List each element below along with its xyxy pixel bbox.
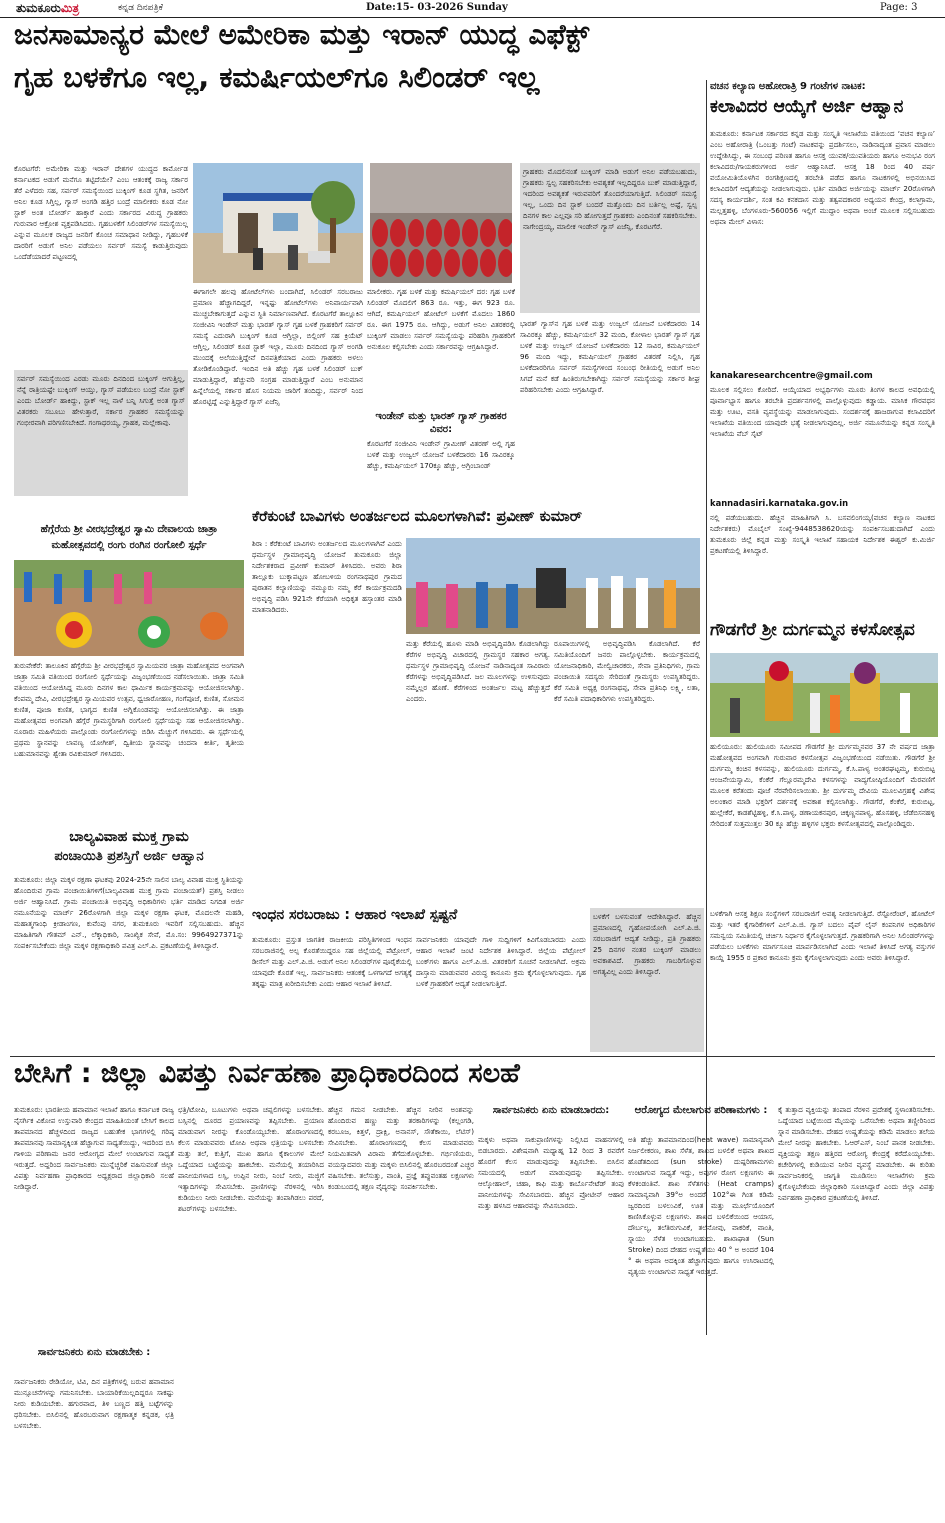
indhana-headline: ಇಂಧನ ಸರಬರಾಜು : ಆಹಾರ ಇಲಾಖೆ ಸ್ಪಷ್ಟನೆ (252, 908, 458, 923)
side-mid-headline: ಗೌಡಗೆರೆ ಶ್ರೀ ದುರ್ಗಮ್ಮನ ಕಳಸೋತ್ಸವ (710, 622, 915, 640)
side-bottom-body: ಬಳಕೆಗಾಗಿ ಆಸಕ್ತ ಶಿಕ್ಷಣ ಸಂಸ್ಥೆಗಳಿಗೆ ಸರಬರಾಜಿಗೆ ಅವಶ್ಯ ನೀಡಲಾಗುತ್ತಿದೆ. ರೆಸ್ಟೋರೆಂಟ್, ಹೋಟೆಲ್ ಮತ್ತು ಇತರೆ ಕೈಗಾರಿಕೆಗಳಿಗೆ ಎಲ್.ಪಿ.ಜಿ. ಗ್ಯಾಸ್ ಬದಲು ಪೈಪ್ ಲೈನ್ ಕಂಪನಿಗಳ ಅಧಿಕಾರಿಗಳ ಸಮನ್ವಯ ಸಮಿತಿಯಲ್ಲಿ ಚರ್ಚಿಸಿ ನಿರ್ಧಾರ ಕೈಗೊಳ್ಳಲಾಗುತ್ತದೆ. ಗ್ರಾಹಕರಿಗಾಗಿ ಅನಿಲ ಸಿಲಿಂಡರ್‌ಗಳನ್ನು ಪಡೆಯಲು ಬಳಕೆಗಳು ಮಾರ್ಗಸೂಚಿ ಮಾರ್ಪಡಿಸಲಾಗಿದೆ ಎಂದು ಇಲಾಖೆ ತಿಳಿಸಿದೆ ಅಗತ್ಯ ವಸ್ತುಗಳ ಕಾಯ್ದೆ 1955 ರ ಪ್ರಕಾರ ಕಾನೂನು ಕ್ರಮ ಕೈಗೊಳ್ಳಲಾಗುವುದು ಎಂದು ಅವರು ತಿಳಿಸಿದ್ದಾರೆ. (710, 909, 935, 962)
masthead (0, 0, 945, 18)
kalasotsava-photo (710, 653, 938, 737)
research-centre-email: kanakaresearchcentre@gmail.com (710, 370, 873, 380)
lead-headline-2: ಗೃಹ ಬಳಕೆಗೂ ಇಲ್ಲ, ಕಮರ್ಷಿಯಲ್‌ಗೂ ಸಿಲಿಂಡರ್ ಇಲ್ಲ (14, 62, 540, 94)
kere-col-2: ಮತ್ತು ಕೆರೆಯಲ್ಲಿ ಹೂಳು ಮಾಡಿ ಅಭಿವೃದ್ಧಿಪಡಿಸಿ ಕೊಡಲಾಗಿದ್ದು ಕೆರೆಗಳ ಅಭಿವೃದ್ಧಿ ವಿಚಾರದಲ್ಲಿ ಗ್ರಾಮಸ್ಥರ ಸಹಕಾರ ಅಗತ್ಯ. ಧರ್ಮಸ್ಥಳ ಗ್ರಾಮಾಭಿವೃದ್ಧಿ ಯೋಜನೆ ನಾಡಿನಾದ್ಯಂತ ಸಾವಿರಾರು ಕೆರೆಗಳನ್ನು ಅಭಿವೃದ್ಧಿಪಡಿಸಿದೆ. ಜಲ ಮೂಲಗಳನ್ನು ಉಳಿಸುವುದು ನಮ್ಮೆಲ್ಲರ ಹೊಣೆ. ಕೆರೆಗಳಿಂದ ಅಂತರ್ಜಲ ಮಟ್ಟ ಹೆಚ್ಚುತ್ತದೆ ಎಂದರು. (406, 639, 550, 703)
besige-dont-subhead: ಸಾರ್ವಜನಿಕರು ಏನು ಮಾಡಬಾರದು: (492, 1105, 610, 1116)
cylinder-stack-photo (370, 163, 512, 283)
kalyani-handover-photo (406, 538, 700, 634)
lead-dealer-quote-box: ಗ್ರಾಹಕರು ಮೊದಲಿನಂತೆ ಬುಕ್ಕಿಂಗ್ ಮಾಡಿ ಅಡುಗೆ ಅನಿಲ ಪಡೆಯಬಹುದು, ಗ್ರಾಹಕರು ಸ್ವಲ್ಪ ಸಹಕರಿಸಬೇಕು ಅವಶ್ಯಕತೆ ಇಲ್ಲದಿದ್ದರೂ ಬುಕ್ ಮಾಡುತ್ತಿದ್ದಾರೆ, ಇದರಿಂದ ಅವಶ್ಯಕತೆ ಇರುವವರಿಗೆ ತೊಂದರೆಯಾಗುತ್ತಿದೆ. ಸಿಲಿಂಡರ್ ಸಮಸ್ಯೆ ಇಲ್ಲ, ಒಂದು ದಿನ ಸ್ಟಾಕ್ ಬಂದರೆ ಮತ್ತೊಂದು ದಿನ ಬರ್ತಿಲ್ಲ ಅಷ್ಟೆ, ಸ್ವಲ್ಪ ದಿನಗಳ ಕಾಲ ಎಲ್ಲವೂ ಸರಿ ಹೋಗುತ್ತದೆ ಗ್ರಾಹಕರು ಎಂದಿನಂತೆ ಸಹಕರಿಸಬೇಕು. ನಾಗೇಂದ್ರಯ್ಯ, ಮಾಲೀಕ ಇಂಡೇನ್ ಗ್ಯಾಸ್ ಏಜೆನ್ಸಿ, ಕೊರಟಗೆರೆ. (520, 163, 700, 313)
besige-do-subhead: ಸಾರ್ವಜನಿಕರು ಏನು ಮಾಡಬೇಕು : (37, 1347, 151, 1358)
indhana-col-3: ಬಳಕೆಗೆ ಬಳಸುವಂತೆ ಆದೇಶಿಸಿದ್ದಾರೆ. ಹೆಚ್ಚಿನ ಪ್ರಮಾಣದಲ್ಲಿ ಗೃಹೋಪಯೋಗಿ ಎಲ್.ಪಿ.ಜಿ. ಸರಬರಾಜಿಗೆ ಆದ್ಯತೆ ನೀಡಿದ್ದು, ಪ್ರತಿ ಗ್ರಾಹಕರು 25 ದಿನಗಳ ನಂತರ ಬುಕ್ಕಿಂಗ್ ಮಾಡಲು ಅವಕಾಶವಿದೆ. ಗ್ರಾಹಕರು ಗಾಬರಿಗೊಳ್ಳುವ ಅಗತ್ಯವಿಲ್ಲ ಎಂದು ತಿಳಿಸಿದ್ದಾರೆ. (590, 908, 704, 1052)
side-mid-body: ಹುಲಿಯೂರು: ಹುಲಿಯೂರು ಸಮೀಪದ ಗೌಡಗೆರೆ ಶ್ರೀ ದುರ್ಗಮ್ಮನವರ 37 ನೇ ವರ್ಷದ ಜಾತ್ರಾ ಮಹೋತ್ಸವದ ಅಂಗವಾಗಿ ಗುರುವಾರ ಕಳಸೋತ್ಸವ ವಿಜೃಂಭಣೆಯಿಂದ ನಡೆಯಿತು. ಗೌಡಗೆರೆ ಶ್ರೀ ದುರ್ಗಮ್ಮ ಕಂಚಿನ ಕಳಸವನ್ನು, ಹುಲಿಯೂರು ದುರ್ಗಮ್ಮ, ಕೆ.ಸಿ.ಪಾಳ್ಯ ಅಂತರಘಟ್ಟಮ್ಮ, ಕುರುಬಿಟ್ಟ ಆಂಜನೇಯಸ್ವಾಮಿ, ಕೆಂಕೆರೆ ಗೆಲ್ಲೂರಮ್ಮದೇವಿ ಕಳಸಗಳನ್ನು ವಾದ್ಯಗೋಷ್ಠಿಯೊಂದಿಗೆ ಮೆರವಣಿಗೆ ಮೂಲಕ ಕರೆತಂದು ಪೂಜೆ ನೆರವೇರಿಸಲಾಯಿತು. ಶ್ರೀ ದುರ್ಗಮ್ಮ ದೇವಿಯ ಮೂಲವಿಗ್ರಹಕ್ಕೆ ವಿಶೇಷ ಅಲಂಕಾರ ಮಾಡಿ ಭಕ್ತರಿಗೆ ದರ್ಶನಕ್ಕೆ ಅವಕಾಶ ಕಲ್ಪಿಸಲಾಗಿತ್ತು. ಗೌಡಗೆರೆ, ಕೆಂಕೆರೆ, ಕುರುಬಿಟ್ಟ, ಹುಲ್ಲೇಕೆರೆ, ಕಾಡಶೆಟ್ಟಿಹಳ್ಳಿ, ಕೆ.ಸಿ.ಪಾಳ್ಯ, ಡಣಾಯಕನಪುರ, ಚಿಕ್ಕಣ್ಣನಪಾಳ್ಯ, ಹೊಸಹಳ್ಳಿ, ಜೆಡೆಬಿಸನಹಳ್ಳಿ ಸೇರಿದಂತೆ ಸುತ್ತಮುತ್ತಲ 30 ಕ್ಕೂ ಹೆಚ್ಚು ಹಳ್ಳಿಗಳ ಭಕ್ತರು ಕಳಸೋತ್ಸವದಲ್ಲಿ ಪಾಲ್ಗೊಂಡಿದ್ದರು. (710, 742, 935, 828)
kere-col-1: ಶಿರಾ : ಕೆರೆಕುಂಟೆ ಬಾವಿಗಳು ಅಂತರ್ಜಲದ ಮೂಲಗಳಾಗಿವೆ ಎಂದು ಧರ್ಮಸ್ಥಳ ಗ್ರಾಮಾಭಿವೃದ್ಧಿ ಯೋಜನೆ ತುಮಕೂರು ಜಿಲ್ಲಾ ನಿರ್ದೇಶಕರಾದ ಪ್ರವೀಣ್ ಕುಮಾರ್ ತಿಳಿಸಿದರು. ಅವರು ಶಿರಾ ತಾಲ್ಲೂಕು ಬುಕ್ಕಾಪಟ್ಟಣ ಹೋಬಳಿಯ ರಂಗನಾಥಪುರ ಗ್ರಾಮದ ಪುರಾತನ ಕಲ್ಯಾಣಿಯನ್ನು ನಮ್ಮೂರು ನಮ್ಮ ಕೆರೆ ಕಾರ್ಯಕ್ರಮದಡಿ ಅಭಿವೃದ್ಧಿ ಪಡಿಸಿ 921ನೇ ಕೆರೆಯಾಗಿ ಅಧಿಕೃತ ಹಸ್ತಾಂತರ ಮಾಡಿ ಮಾತನಾಡಿದರು. (252, 539, 402, 614)
balya-headline-1: ಬಾಲ್ಯವಿವಾಹ ಮುಕ್ತ ಗ್ರಾಮ (69, 830, 189, 845)
issue-date: Date:15- 03-2026 Sunday (366, 2, 508, 13)
tagline: ಕನ್ನಡ ದಿನಪತ್ರಿಕೆ (118, 3, 164, 13)
besige-col-3: ಹೆಚ್ಚಿನ ಗಮನ ನೀಡಬೇಕು. ಹೆಚ್ಚಿನ ನೀರಿನ ಅಂಶವನ್ನು ಹೊಂದಿರುವ ಹಣ್ಣು ಮತ್ತು ತರಕಾರಿಗಳನ್ನು (ಕಲ್ಲಂಗಡಿ, ಕರಬೂಜ, ಕಿತ್ತಳೆ, ದ್ರಾಕ್ಷಿ, ಅನಾನಸ್, ಸೌತೆಕಾಯಿ, ಲೆಟಿಸ್) ಸೇವಿಸಬೇಕು. ಹೊರಾಂಗಣದಲ್ಲಿ ಕೆಲಸ ಮಾಡುವವರು ನಿಯಮಿತವಾಗಿ ವಿರಾಮ ತೆಗೆದುಕೊಳ್ಳಬೇಕು. ಗರ್ಭಿಣಿಯರು, ವಯಸ್ಸಾದವರು ಮತ್ತು ಮಕ್ಕಳು ಬಿಸಿಲಿನಲ್ಲಿ ಹೊರಬರದಂತೆ ಎಚ್ಚರ ವಹಿಸಬೇಕು. ತಲೆಸುತ್ತು, ವಾಂತಿ, ಪ್ರಜ್ಞೆ ತಪ್ಪುವಂತಹ ಲಕ್ಷಣಗಳು ಕಂಡುಬಂದಲ್ಲಿ ತಕ್ಷಣ ವೈದ್ಯರನ್ನು ಸಂಪರ್ಕಿಸಬೇಕು. (328, 1105, 474, 1191)
rangoli-headline: ಹೆಗ್ಗೆರೆಯ ಶ್ರೀ ವೀರಭದ್ರೇಶ್ವರ ಸ್ವಾಮಿ ದೇವಾಲಯ ಜಾತ್ರಾ ಮಹೋತ್ಸವದಲ್ಲಿ ರಂಗು ರಂಗಿನ ರಂಗೋಲಿ ಸ್ಪರ್ಧೆ (40, 524, 218, 551)
gas-agency-photo (193, 163, 363, 283)
side-top-headline: ಕಲಾವಿದರ ಆಯ್ಕೆಗೆ ಅರ್ಜಿ ಆಹ್ವಾನ (710, 98, 904, 117)
balya-body: ತುಮಕೂರು: ಜಿಲ್ಲಾ ಮಕ್ಕಳ ರಕ್ಷಣಾ ಘಟಕವು 2024-25ನೇ ಸಾಲಿನ ಬಾಲ್ಯ ವಿವಾಹ ಮುಕ್ತ ಸ್ಥಿತಿಯನ್ನು ಹೊಂದಿರುವ ಗ್ರಾಮ ಪಂಚಾಯಿತಿಗಳಿಗೆ(ಬಾಲ್ಯವಿವಾಹ ಮುಕ್ತ ಗ್ರಾಮ ಪಂಚಾಯತ್) ಪ್ರಶಸ್ತಿ ನೀಡಲು ಅರ್ಜಿ ಆಹ್ವಾನಿಸಿದೆ. ಗ್ರಾಮ ಪಂಚಾಯಿತಿ ಅಭಿವೃದ್ಧಿ ಅಧಿಕಾರಿಗಳು ಭರ್ತಿ ಮಾಡಿದ ನಿಗದಿತ ಅರ್ಜಿ ನಮೂನೆಯನ್ನು ಮಾರ್ಚ್ 26ರೊಳಗಾಗಿ ಜಿಲ್ಲಾ ಮಕ್ಕಳ ರಕ್ಷಣಾ ಘಟಕ, ಮೊದಲನೇ ಮಹಡಿ, ಮಹಾತ್ಮಗಾಂಧಿ ಕ್ರೀಡಾಂಗಣ, ಕುವೆಂಪು ನಗರ, ತುಮಕೂರು ಇವರಿಗೆ ಸಲ್ಲಿಸಬಹುದು. ಹೆಚ್ಚಿನ ಮಾಹಿತಿಗಾಗಿ ಗೌತಮ್ ಎನ್., ಲೆಕ್ಕಾಧಿಕಾರಿ, ಸಾಂಖ್ಯಿಕ ಸೇವೆ, ಮೊ.ಸಂ: 9964927371ನ್ನು ಸಂಪರ್ಕಿಸಬೇಕೆಂದು ಜಿಲ್ಲಾ ಮಕ್ಕಳ ರಕ್ಷಣಾಧಿಕಾರಿ ಪವಿತ್ರ ಎಲ್.ಪಿ. ಪ್ರಕಟಣೆಯಲ್ಲಿ ತಿಳಿಸಿದ್ದಾರೆ. (14, 875, 244, 950)
page-number: Page: 3 (880, 2, 918, 13)
lead-col-2: ಈಗಾಗಲೇ ಹಲವು ಹೋಟೆಲ್‌ಗಳು ಬಂದಾಗಿದೆ, ಸಿಲಿಂಡರ್ ಸರಬರಾಜು ಪ್ರಮಾಣ ಹೆಚ್ಚಾಗದಿದ್ದರೆ, ಇನ್ನಷ್ಟು ಹೋಟೆಲ್‌ಗಳು ಅನಿವಾರ್ಯವಾಗಿ ಮುಚ್ಚಬೇಕಾಗುತ್ತದೆ ಎನ್ನುವ ಸ್ಥಿತಿ ನಿರ್ಮಾಣವಾಗಿದೆ. ಕೊರಟಗೆರೆ ತಾಲ್ಲೂಕಿನ ಸಂಜೀವಿನಿ ಇಂಡೇನ್ ಮತ್ತು ಭಾರತ್ ಗ್ಯಾಸ್ ಗೃಹ ಬಳಕೆ ಗ್ರಾಹಕರಿಗೆ ಸರ್ವರ್ ಸಮಸ್ಯೆ ಎದುರಾಗಿ ಬುಕ್ಕಿಂಗ್ ಕೂಡ ಆಗ್ತಿಲ್ಲಾ, ಬಿಲ್ಲಿಂಗ್ ಸಹ ಕ್ರಿಯೆಟ್ ಆಗ್ತಿಲ್ಲ, ಸಿಲಿಂಡರ್ ಕೂಡ ಸ್ಟಾಕ್ ಇಲ್ಲಾ, ಮೂರು ದಿನದಿಂದ ಗ್ಯಾಸ್ ಅಂಗಡಿ ಮುಂದಕ್ಕೆ ಅಲೆಯುತ್ತಿದ್ದೇವೆ ದಿನಪತ್ರಿಕೆಯಾದ ಎಂದು ಗ್ರಾಹಕರು ಅಳಲು ತೋಡಿಕೊಂಡಿದ್ದಾರೆ. ಇಂದಿನ ಅತಿ ಹೆಚ್ಚು ಗೃಹ ಬಳಕೆ ಸಿಲಿಂಡರ್ ಬುಕ್ ಮಾಡುತ್ತಿದ್ದಾರೆ, ಹೆಚ್ಚುವರಿ ಸಂಗ್ರಹ ಮಾಡುತ್ತಿದ್ದಾರೆ ಎಂಬ ಅನುಮಾನ ಹಿನ್ನೆಲೆಯಲ್ಲಿ ಸರ್ಕಾರ ಹೊಸ ನಿಯಮ ಜಾರಿಗೆ ತಂದಿದ್ದು, ಸರ್ವರ್ ನಿಂದ ಹೊರಟ್ಟಿದ್ದೆ ಎನ್ನುತ್ತಿದ್ದಾರೆ ಗ್ಯಾಸ್ ಏಜೆನ್ಸಿ (193, 287, 363, 406)
besige-col-2: ಛತ್ರಿ/ಟೋಪಿ, ಬೂಟುಗಳು ಅಥವಾ ಚಪ್ಪಲಿಗಳನ್ನು ಬಳಸಬೇಕು. ಬಸ್ಸಿನಲ್ಲಿ ದೂರದ ಪ್ರಯಾಣವನ್ನು ತಪ್ಪಿಸಬೇಕು. ಪ್ರಯಾಣ ಮಾಡುವಾಗ ನೀರನ್ನು ಕೊಂಡೊಯ್ಯಬೇಕು. ಹೊರಾಂಗಣದಲ್ಲಿ ಕೆಲಸ ಮಾಡುವವರು ಟೋಪಿ ಅಥವಾ ಛತ್ರಿಯನ್ನು ಬಳಸಬೇಕು ಮತ್ತು ತಲೆ, ಕುತ್ತಿಗೆ, ಮುಖ ಹಾಗೂ ಕೈಕಾಲುಗಳ ಮೇಲೆ ಒದ್ದೆಯಾದ ಬಟ್ಟೆಯನ್ನು ಹಾಕಬೇಕು. ಮನೆಯಲ್ಲಿ ತಯಾರಿಸಿದ ಪಾನೀಯಗಳಾದ ಲಸ್ಸಿ, ಉಪ್ಪಿನ ನೀರು, ನಿಂಬೆ ನೀರು, ಮಜ್ಜಿಗೆ ಇತ್ಯಾದಿಗಳನ್ನು ಸೇವಿಸಬೇಕು. ಪ್ರಾಣಿಗಳನ್ನು ನೆರಳಿನಲ್ಲಿ ಇರಿಸಿ ಕುಡಿಯಲು ನೀರು ನೀಡಬೇಕು. ಮನೆಯನ್ನು ತಂಪಾಗಿಡಲು ಪರದೆ, ಶಟರ್‌ಗಳನ್ನು ಬಳಸಬೇಕು. (178, 1105, 324, 1213)
section-divider (10, 1056, 935, 1057)
kere-col-3: ರೂಪಾಯಿಗಳಲ್ಲಿ ಅಭಿವೃದ್ಧಿಪಡಿಸಿ ಕೊಡಲಾಗಿದೆ. ಕೆರೆ ಸಮಿತಿಯೊಂದಿಗೆ ಜನರು ಪಾಲ್ಗೊಳ್ಳಬೇಕು. ಕಾರ್ಯಕ್ರಮದಲ್ಲಿ ಯೋಜನಾಧಿಕಾರಿ, ಮೇಲ್ವಿಚಾರಕರು, ಸೇವಾ ಪ್ರತಿನಿಧಿಗಳು, ಗ್ರಾಮ ಪಂಚಾಯಿತಿ ಸದಸ್ಯರು ಸೇರಿದಂತೆ ಗ್ರಾಮಸ್ಥರು ಉಪಸ್ಥಿತರಿದ್ದರು. ಕೆರೆ ಸಮಿತಿ ಅಧ್ಯಕ್ಷ ರಂಗನಾಥಪ್ಪ, ಸೇವಾ ಪ್ರತಿನಿಧಿ ಲಕ್ಷ್ಮಿ, ಲತಾ, ಕೆರೆ ಸಮಿತಿ ಪದಾಧಿಕಾರಿಗಳು ಉಪಸ್ಥಿತರಿದ್ದರು. (554, 639, 700, 703)
lead-col-3a: ಮಾಲೀಕರು. ಗೃಹ ಬಳಕೆ ಮತ್ತು ಕಮರ್ಷಿಯಲ್ ದರ: ಗೃಹ ಬಳಕೆ ಸಿಲಿಂಡರ್ ಮೊದಲಿಗೆ 863 ರೂ. ಇತ್ತು, ಈಗ 923 ರೂ. ಆಗಿದೆ, ಕಮರ್ಷಿಯಲ್ ಹೋಟೆಲ್ ಬಳಕೆಗೆ ಮೊದಲು 1860 ರೂ. ಈಗ 1975 ರೂ. ಆಗಿದ್ದು, ಅಡುಗೆ ಅನಿಲ ವಿತರಕರಲ್ಲಿ ಬುಕ್ಕಿಂಗ್ ಮಾಡಲು ಸರ್ವರ್ ಸಮಸ್ಯೆಯನ್ನು ಪರಿಹರಿಸಿ ಗ್ರಾಹಕರಿಗೆ ಅನುಕೂಲ ಕಲ್ಪಿಸಬೇಕು ಎಂದು ಸರ್ಕಾರವನ್ನು ಆಗ್ರಹಿಸಿದ್ದಾರೆ. (367, 287, 515, 351)
lead-col-1: ಕೊರಟಗೆರೆ: ಅಮೇರಿಕಾ ಮತ್ತು ಇರಾನ್ ದೇಶಗಳ ಯುದ್ಧದ ಕಾರ್ಮೋಡ ಕರ್ನಾಟಕದ ಅಡುಗೆ ಮನೆಗೂ ತಟ್ಟಿದೆಯೇ? ಎಂಬ ಆತಂಕಕ್ಕೆ ರಾಜ್ಯ ಸರ್ಕಾರ ತೆರೆ ಎಳೆದರು ಸಹ, ಸರ್ವರ್ ಸಮಸ್ಯೆಯಿಂದ ಬುಕ್ಕಿಂಗ್ ಕೂಡ ಸ್ಥಗಿತ, ಜನರಿಗೆ ಅನಿಲ ಕೂಡ ಸಿಗ್ತಿಲ್ಲ, ಗ್ಯಾಸ್ ಅಂಗಡಿ ಹತ್ತಿರ ಬಂದ್ರೆ ಮಾಲೀಕರು ಕೂಡ ನೋ ಸ್ಟಾಕ್ ಅಂತ ಬೋರ್ಡ್ ಹಾಕ್ತಾರೆ ಎಂದು ಸರ್ಕಾರದ ವಿರುದ್ಧ ಗ್ರಾಹಕರು ಗುರುವಾರ ಆಕ್ರೋಶ ವ್ಯಕ್ತಪಡಿಸಿದರು. ಗೃಹಬಳಕೆಗೆ ಸಿಲಿಂಡರ್‌ಗಳ ಸಮಸ್ಯೆಯಿಲ್ಲ ಎನ್ನುವ ಮೂಲಕ ರಾಜ್ಯದ ಜನರಿಗೆ ಕೊಂಚ ಸಮಾಧಾನ ನೀಡಿದ್ದು, ಗೃಹಬಳಕೆ ದಾರರಿಗೆ ಅಡುಗೆ ಅನಿಲ ಪಡೆಯಲು ಸರ್ವರ್ ಸಮಸ್ಯೆ ಕಾಡುತ್ತಿರುವುದು ಒಂದೆಡೆಯಾದರೆ ಪಟ್ಟಣದಲ್ಲಿ (14, 164, 188, 261)
gas-customer-subhead: ಇಂಡೇನ್ ಮತ್ತು ಭಾರತ್ ಗ್ಯಾಸ್ ಗ್ರಾಹಕರ ವಿವರ: (375, 411, 507, 435)
lead-headline-1: ಜನಸಾಮಾನ್ಯರ ಮೇಲೆ ಅಮೇರಿಕಾ ಮತ್ತು ಇರಾನ್ ಯುದ್ಧ ಎಫೆಕ್ಟ್ (14, 20, 590, 51)
indhana-col-2: ಸಾರ್ವಜನಿಕರು ಯಾವುದೇ ಗಾಳಿ ಸುದ್ದಿಗಳಿಗೆ ಕಿವಿಗೊಡಬಾರದು ಎಂದು ಆಹಾರ ಇಲಾಖೆ ಜಂಟಿ ನಿರ್ದೇಶಕ ತಿಳಿಸಿದ್ದಾರೆ. ಜಿಲ್ಲೆಯ ಪೆಟ್ರೋಲ್ ಬಂಕ್‌ಗಳು ಹಾಗೂ ಎಲ್.ಪಿ.ಜಿ. ವಿತರಕರಿಗೆ ಸೂಚನೆ ನೀಡಲಾಗಿದೆ. ಅಕ್ರಮ ದಾಸ್ತಾನು ಮಾಡುವವರ ವಿರುದ್ಧ ಕಾನೂನು ಕ್ರಮ ಕೈಗೊಳ್ಳಲಾಗುವುದು. ಗೃಹ ಬಳಕೆ ಗ್ರಾಹಕರಿಗೆ ಆದ್ಯತೆ ನೀಡಲಾಗುತ್ತಿದೆ. (416, 935, 586, 988)
lead-col-4: ಭಾರತ್ ಗ್ಯಾಸ್‌ನ ಗೃಹ ಬಳಕೆ ಮತ್ತು ಉಜ್ವಲ್ ಯೋಜನೆ ಬಳಕೆದಾರರು 14 ಸಾವಿರಕ್ಕೂ ಹೆಚ್ಚು, ಕಮರ್ಷಿಯಲ್ 32 ಮಂದಿ, ಕೋಳಾಲ ಭಾರತ್ ಗ್ಯಾಸ್ ಗೃಹ ಬಳಕೆ ಮತ್ತು ಉಜ್ವಲ್ ಯೋಜನೆ ಬಳಕೆದಾರರು 12 ಸಾವಿರ, ಕಮರ್ಷಿಯಲ್ 96 ಮಂದಿ ಇದ್ದು, ಕಮರ್ಷಿಯಲ್ ಗ್ರಾಹಕರ ವಿತರಣೆ ನಿಲ್ಲಿಸಿ, ಗೃಹ ಬಳಕೆದಾರರಿಗೂ ಸರ್ವರ್ ಸಮಸ್ಯೆಗಳಿಂದ ಸಂಬಂಧ ರೀತಿಯಲ್ಲಿ ಅಡುಗೆ ಅನಿಲ ಸಿಗದೆ ಮನೆ ಕಡೆ ಹಿಂತಿರುಗಬೇಕಾಗಿದ್ದು ಸರ್ವರ್ ಸಮಸ್ಯೆಯನ್ನು ಸರ್ಕಾರ ಶೀಘ್ರ ಪರಿಹರಿಸಬೇಕು ಎಂದು ಆಗ್ರಹಿಸಿದ್ದಾರೆ. (520, 319, 700, 394)
lead-quote-box: ಸರ್ವರ್ ಸಮಸ್ಯೆಯಿಂದ ಎರಡು ಮೂರು ದಿನದಿಂದ ಬುಕ್ಕಿಂಗ್ ಆಗುತ್ತಿಲ್ಲ, ನೆನ್ನೆ ರಾತ್ರಿಯಷ್ಟೇ ಬುಕ್ಕಿಂಗ್ ಆಯ್ತು, ಗ್ಯಾಸ್ ಪಡೆಯಲು ಬಂದ್ರೆ ನೋ ಸ್ಟಾಕ್ ಎಂದು ಬೋರ್ಡ್ ಹಾಕಿದ್ದು, ಸ್ಟಾಕ್ ಇಲ್ಲ ನಾಳೆ ಬನ್ನಿ ಸಿಗುತ್ತೆ ಅಂತ ಗ್ಯಾಸ್ ವಿತರಕರು ಸಬೂಬು ಹೇಳುತ್ತಾರೆ, ಸರ್ಕಾರ ಗ್ರಾಹಕರ ಸಮಸ್ಯೆಯನ್ನು ಗಂಭೀರವಾಗಿ ಪರಿಗಣಿಸಬೇಕಿದೆ. ಗಂಗಾಧರಯ್ಯ, ಗ್ರಾಹಕ, ಮಲ್ಲೇಕಾವು. (14, 370, 188, 496)
side-top-body: ತುಮಕೂರು: ಕರ್ನಾಟಕ ಸರ್ಕಾರದ ಕನ್ನಡ ಮತ್ತು ಸಂಸ್ಕೃತಿ ಇಲಾಖೆಯ ವತಿಯಿಂದ ‘ವಚನ ಕಲ್ಯಾಣ’ ಎಂಬ ಅಹೋರಾತ್ರಿ (ಒಂಬತ್ತು ಗಂಟೆ) ನಾಟಕವನ್ನು ಪ್ರದರ್ಶಿಸಲು, ನಾಡಿನಾದ್ಯಂತ ಪ್ರವಾಸ ಮಾಡಲು ಉದ್ದೇಶಿಸಿದ್ದು, ಈ ಸಂಬಂಧ ಪರಿಣತ ಹಾಗೂ ಆಸಕ್ತ ಯುವಕ/ಯುವತಿಯರು ಹಾಗೂ ಅನುಭವಿ ರಂಗ ಕಲಾವಿದರು/ಗಾಯಕರುಗಳಿಂದ ಅರ್ಜಿ ಆಹ್ವಾನಿಸಿದೆ. ಆಸಕ್ತ 18 ರಿಂದ 40 ವರ್ಷ ವಯೋಮಿತಿಯೊಳಗಿನ ರಂಗಶಿಕ್ಷಣದಲ್ಲಿ ತರಬೇತಿ ಪಡೆದ ಹಾಗೂ ನಾಟಕಗಳಲ್ಲಿ ಅಭಿನಯಿಸಿದ ಕಲಾವಿದರಿಗೆ ಆದ್ಯತೆಯನ್ನು ನೀಡಲಾಗುವುದು. ಭರ್ತಿ ಮಾಡಿದ ಅರ್ಜಿಯನ್ನು ಮಾರ್ಚ್ 20ರೊಳಗಾಗಿ ಸದಸ್ಯ ಕಾರ್ಯದರ್ಶಿ, ಸಂತ ಕವಿ ಕನಕದಾಸ ಮತ್ತು ತತ್ವಪದಕಾರರ ಅಧ್ಯಯನ ಕೇಂದ್ರ, ಕಲಾಗ್ರಾಮ, ಮಲ್ಲತ್ತಹಳ್ಳಿ, ಬೆಂಗಳೂರು-560056 ಇಲ್ಲಿಗೆ ಮುದ್ದಾಂ ಅಥವಾ ಅಂಚೆ ಮೂಲಕ ಸಲ್ಲಿಸಬಹುದು ಅಥವಾ ಮೇಲ್ ವಿಳಾಸ: (710, 129, 935, 226)
balya-headline-2: ಪಂಚಾಯಿತಿ ಪ್ರಶಸ್ತಿಗೆ ಅರ್ಜಿ ಆಹ್ವಾನ (54, 850, 204, 864)
department-website: kannadasiri.karnataka.gov.in (710, 498, 849, 508)
newspaper-logo: ತುಮಕೂರುಮಿತ್ರ (16, 1, 80, 15)
side-top-body-2: ಮೂಲಕ ಸಲ್ಲಿಸಲು ಕೋರಿದೆ. ಆಯ್ಕೆಯಾದ ಅಭ್ಯರ್ಥಿಗಳು ಮೂರು ತಿಂಗಳ ಕಾಲದ ಅವಧಿಯಲ್ಲಿ ಪೂರ್ವಾಭ್ಯಾಸ ಹಾಗೂ ತರಬೇತಿ ಪ್ರದರ್ಶನಗಳಲ್ಲಿ ಪಾಲ್ಗೊಳ್ಳುವುದು ಕಡ್ಡಾಯ. ಮಾಸಿಕ ಗೌರವಧನ ಮತ್ತು ಊಟ, ವಸತಿ ವ್ಯವಸ್ಥೆಯನ್ನು ಮಾಡಲಾಗುವುದು. ಸಂದರ್ಶನಕ್ಕೆ ಹಾಜರಾಗುವ ಕಲಾವಿದರಿಗೆ ಇಲಾಖೆಯ ವತಿಯಿಂದ ಯಾವುದೇ ಭತ್ಯೆ ನೀಡಲಾಗುವುದಿಲ್ಲ. ಅರ್ಜಿ ನಮೂನೆಯನ್ನು ಕನ್ನಡ ಸಂಸ್ಕೃತಿ ಇಲಾಖೆಯ ವೆಬ್ ಸೈಟ್ (710, 385, 935, 438)
besige-headline: ಬೇಸಿಗೆ : ಜಿಲ್ಲಾ ವಿಪತ್ತು ನಿರ್ವಹಣಾ ಪ್ರಾಧಿಕಾರದಿಂದ ಸಲಹೆ (14, 1060, 520, 1089)
besige-col-6: ಕೈ ತುತ್ತಾದ ವ್ಯಕ್ತಿಯನ್ನು ತಂಪಾದ ನೆರಳಿನ ಪ್ರದೇಶಕ್ಕೆ ಸ್ಥಳಾಂತರಿಸಬೇಕು. ಒದ್ದೆಯಾದ ಬಟ್ಟೆಯಿಂದ ಮೈಯನ್ನು ಒರೆಸಬೇಕು ಅಥವಾ ತಣ್ಣೀರಿನಿಂದ ಸ್ನಾನ ಮಾಡಿಸಬೇಕು. ದೇಹದ ಉಷ್ಣತೆಯನ್ನು ಕಡಿಮೆ ಮಾಡಲು ತಲೆಯ ಮೇಲೆ ನೀರನ್ನು ಹಾಕಬೇಕು. ಓಆರ್‌ಎಸ್, ನಿಂಬೆ ಪಾನಕ ನೀಡಬೇಕು. ವ್ಯಕ್ತಿಯನ್ನು ತಕ್ಷಣ ಹತ್ತಿರದ ಆರೋಗ್ಯ ಕೇಂದ್ರಕ್ಕೆ ಕರೆದೊಯ್ಯಬೇಕು. ಕಚೇರಿಗಳಲ್ಲಿ ಕುಡಿಯುವ ನೀರಿನ ವ್ಯವಸ್ಥೆ ಮಾಡಬೇಕು. ಈ ಕುರಿತು ಸಾರ್ವಜನಿಕರಲ್ಲಿ ಜಾಗೃತಿ ಮೂಡಿಸಲು ಇಲಾಖೆಗಳು ಕ್ರಮ ಕೈಗೊಳ್ಳಬೇಕೆಂದು ಜಿಲ್ಲಾಧಿಕಾರಿ ಸೂಚಿಸಿದ್ದಾರೆ ಎಂದು ಜಿಲ್ಲಾ ವಿಪತ್ತು ನಿರ್ವಹಣಾ ಪ್ರಾಧಿಕಾರ ಪ್ರಕಟಣೆಯಲ್ಲಿ ತಿಳಿಸಿದೆ. (778, 1105, 935, 1202)
side-top-body-3: ನಲ್ಲಿ ಪಡೆಯಬಹುದು. ಹೆಚ್ಚಿನ ಮಾಹಿತಿಗಾಗಿ ಸಿ. ಬಸವಲಿಂಗಯ್ಯ(ವಚನ ಕಲ್ಯಾಣ ನಾಟಕದ ನಿರ್ದೇಶಕರು) ಮೊಬೈಲ್ ಸಂಖ್ಯೆ-9448538620ಯನ್ನು ಸಂಪರ್ಕಿಸಬಹುದಾಗಿದೆ ಎಂದು ತುಮಕೂರು ಜಿಲ್ಲೆ ಕನ್ನಡ ಮತ್ತು ಸಂಸ್ಕೃತಿ ಇಲಾಖೆ ಸಹಾಯಕ ನಿರ್ದೇಶಕ ಈಶ್ವರ್ ಕು.ಮಿರ್ಜಿ ಪ್ರಕಟಣೆಯಲ್ಲಿ ತಿಳಿಸಿದ್ದಾರೆ. (710, 513, 935, 555)
lead-col-3b: ಕೊರಟಗೆರೆ ಸಂಜೀವಿನಿ ಇಂಡೇನ್ ಗ್ರಾಮೀಣ್ ವಿತರಣ್ ಅಲ್ಲಿ ಗೃಹ ಬಳಕೆ ಮತ್ತು ಉಜ್ವಲ್ ಯೋಜನೆ ಬಳಕೆದಾರರು 16 ಸಾವಿರಕ್ಕೂ ಹೆಚ್ಚು, ಕಮರ್ಷಿಯಲ್ 170ಕ್ಕೂ ಹೆಚ್ಚು, ಅಗ್ರಿಂಬಾಂಡ್ (367, 439, 515, 470)
besige-col-1b: ಸಾರ್ವಜನಿಕರು ರೇಡಿಯೋ, ಟಿವಿ, ದಿನ ಪತ್ರಿಕೆಗಳಲ್ಲಿ ಬರುವ ಹವಾಮಾನ ಮುನ್ಸೂಚನೆಗಳನ್ನು ಗಮನಿಸಬೇಕು. ಬಾಯಾರಿಕೆಯಿಲ್ಲದಿದ್ದರೂ ಸಾಕಷ್ಟು ನೀರು ಕುಡಿಯಬೇಕು. ಹಗುರವಾದ, ತಿಳಿ ಬಣ್ಣದ ಹತ್ತಿ ಬಟ್ಟೆಗಳನ್ನು ಧರಿಸಬೇಕು. ಬಿಸಿಲಿನಲ್ಲಿ ಹೊರಬರುವಾಗ ರಕ್ಷಣಾತ್ಮಕ ಕನ್ನಡಕ, ಛತ್ರಿ ಬಳಸಬೇಕು. (14, 1377, 174, 1430)
besige-col-5: ಅತಿ ಹೆಚ್ಚು ತಾಪಮಾನದಿಂದ(heat wave) ಸಾಮಾನ್ಯವಾಗಿ ನಿರ್ಜಲೀಕರಣ, ಶಾಖ ಸೆಳೆತ, ಶಾಖದ ಬಳಲಿಕೆ ಅಥವಾ ಶಾಖದ ಹೊಡೆತದಿಂದ (sun stroke) ದುಷ್ಪರಿಣಾಮಗಳು ಉಂಟಾಗುವ ಸಾಧ್ಯತೆ ಇದ್ದು, ಅವುಗಳ ರೋಗ ಲಕ್ಷಣಗಳು ಈ ಕೆಳಕಂಡಂತಿವೆ. ಶಾಖ ಸೆಳೆತಗಳು (Heat cramps) ಸಾಮಾನ್ಯವಾಗಿ 39°ಅ ಅಂದರೆ 102°ಈ ಗಿಂತ ಕಡಿಮೆ ಜ್ವರದಿಂದ ಬಳಲುವಿಕೆ, ಊತ ಮತ್ತು ಮೂರ್ಛೆಯೊಂದಿಗೆ ಕಾಣಿಸಿಕೊಳ್ಳುವ ಲಕ್ಷಣಗಳು. ಶಾಖದ ಬಳಲಿಕೆಯಿಂದ ಆಯಾಸ, ದೌರ್ಬಲ್ಯ, ತಲೆತಿರುಗುವಿಕೆ, ತಲೆನೋವು, ವಾಕರಿಕೆ, ವಾಂತಿ, ಸ್ನಾಯು ಸೆಳೆತ ಉಂಟಾಗಬಹುದು. ಶಾಖಾಘಾತ (Sun Stroke) ದಿಂದ ದೇಹದ ಉಷ್ಣತೆಯು 40 ° ಅ ಅಂದರೆ 104 ° ಈ ಅಥವಾ ಅದಕ್ಕಿಂತ ಹೆಚ್ಚಾಗುವುದು ಹಾಗೂ ಉಸಿರಾಟದಲ್ಲಿ ವ್ಯತ್ಯಯ ಉಂಟಾಗುವ ಸಾಧ್ಯತೆ ಇರುತ್ತದೆ. (628, 1135, 774, 1276)
kere-headline: ಕೆರೆಕುಂಟೆ ಬಾವಿಗಳು ಅಂತರ್ಜಲದ ಮೂಲಗಳಾಗಿವೆ: ಪ್ರವೀಣ್ ಕುಮಾರ್ (252, 510, 583, 525)
besige-col-1: ತುಮಕೂರು: ಭಾರತೀಯ ಹವಾಮಾನ ಇಲಾಖೆ ಹಾಗೂ ಕರ್ನಾಟಕ ರಾಜ್ಯ ನೈಸರ್ಗಿಕ ವಿಕೋಪ ಉಸ್ತುವಾರಿ ಕೇಂದ್ರದ ಮಾಹಿತಿಯಂತೆ ಬೇಸಿಗೆ ಕಾಲದ ತಾಪಮಾನದ ಹೆಚ್ಚಳದಿಂದ ರಾಜ್ಯದ ಬಹುತೇಕ ಭಾಗಗಳಲ್ಲಿ ಗರಿಷ್ಠ ತಾಪಮಾನವು ಸಾಮಾನ್ಯಕ್ಕಿಂತ ಹೆಚ್ಚಾಗುವ ಸಾಧ್ಯತೆಯಿದ್ದು, ಇದರಿಂದ ಬಿಸಿ ಗಾಳಿಯ ಪರಿಣಾಮ ಜನರ ಆರೋಗ್ಯದ ಮೇಲೆ ಉಂಟಾಗುವ ಸಾಧ್ಯತೆ ಇರುತ್ತದೆ. ಅದ್ದರಿಂದ ಸಾರ್ವಜನಿಕರು ಮುನ್ನೆಚ್ಚರಿಕೆ ವಹಿಸುವಂತೆ ಜಿಲ್ಲಾ ವಿಪತ್ತು ನಿರ್ವಹಣಾ ಪ್ರಾಧಿಕಾರದ ಅಧ್ಯಕ್ಷರಾದ ಜಿಲ್ಲಾಧಿಕಾರಿ ಸಲಹೆ ನೀಡಿದ್ದಾರೆ. (14, 1105, 174, 1191)
besige-col-4: ಮಕ್ಕಳು ಅಥವಾ ಸಾಕುಪ್ರಾಣಿಗಳನ್ನು ನಿಲ್ಲಿಸಿದ ವಾಹನಗಳಲ್ಲಿ ಬಿಡಬಾರದು. ವಿಶೇಷವಾಗಿ ಮಧ್ಯಾಹ್ನ 12 ರಿಂದ 3 ರವರೆಗೆ ಹೊರಗೆ ಕೆಲಸ ಮಾಡುವುದನ್ನು ತಪ್ಪಿಸಬೇಕು. ಬಿಸಿಲಿನ ಸಮಯದಲ್ಲಿ ಅಡುಗೆ ಮಾಡುವುದನ್ನು ತಪ್ಪಿಸಬೇಕು. ಆಲ್ಕೋಹಾಲ್, ಚಹಾ, ಕಾಫಿ ಮತ್ತು ಕಾರ್ಬೊನೇಟೆಡ್ ತಂಪು ಪಾನೀಯಗಳನ್ನು ಸೇವಿಸಬಾರದು. ಹೆಚ್ಚಿನ ಪ್ರೋಟೀನ್ ಆಹಾರ ಮತ್ತು ಹಳಸಿದ ಆಹಾರವನ್ನು ಸೇವಿಸಬಾರದು. (478, 1135, 624, 1210)
side-top-kicker: ವಚನ ಕಲ್ಯಾಣ ಅಹೋರಾತ್ರಿ 9 ಗಂಟೆಗಳ ನಾಟಕ: (710, 82, 866, 92)
rangoli-photo (14, 560, 244, 656)
rangoli-body: ತುರುವೇಕೆರೆ: ತಾಲೂಕಿನ ಹೆಗ್ಗೆರೆಯ ಶ್ರೀ ವೀರಭದ್ರೇಶ್ವರ ಸ್ವಾಮಿಯವರ ಜಾತ್ರಾ ಮಹೋತ್ಸವದ ಅಂಗವಾಗಿ ಜಾತ್ರಾ ಸಮಿತಿ ವತಿಯಿಂದ ರಂಗೋಲಿ ಸ್ಪರ್ಧೆಯನ್ನು ವಿಜೃಂಭಣೆಯಿಂದ ನಡೆಸಲಾಯಿತು. ಜಾತ್ರಾ ಸಮಿತಿ ವತಿಯಿಂದ ಆಯೋಜಿಸಿದ್ದ ಮೂರು ದಿನಗಳ ಕಾಲ ಧಾರ್ಮಿಕ ಕಾರ್ಯಕ್ರಮವನ್ನು ಆಯೋಜಿಸಲಾಗಿತ್ತು. ಕೆಂಪಮ್ಮ ದೇವಿ, ವೀರಭದ್ರೇಶ್ವರ ಸ್ವಾಮಿಯವರ ಉತ್ಸವ, ಧ್ವಜಾರೋಹಣ, ಗಂಗೆಪೂಜೆ, ಕುಣಿತ, ಸೋಮನ ಕುಣಿತ, ಪೂಜಾ ಕುಣಿತ, ಭಾಗ್ಯದ ಕುಣಿತ ಅಗ್ನಿಕೊಂಡವನ್ನು ಆಯೋಜಿಸಲಾಗಿತ್ತು. ಈ ಜಾತ್ರಾ ಮಹೋತ್ಸವದ ಅಂಗವಾಗಿ ಹೆಗ್ಗೆರೆ ಗ್ರಾಮಸ್ಥರಿಗಾಗಿ ರಂಗೋಲಿ ಸ್ಪರ್ಧೆಯನ್ನು ಸಹ ಆಯೋಜಿಸಲಾಗಿತ್ತು. ನೂರಾರು ಮಹಿಳೆಯರು ಪಾಲ್ಗೊಂಡು ರಂಗೋಲಿಗಳನ್ನು ಬಿಡಿಸಿ ಮೆಚ್ಚುಗೆ ಗಳಿಸಿದರು. ಈ ಸ್ಪರ್ಧೆಯಲ್ಲಿ ಪ್ರಥಮ ಸ್ಥಾನವನ್ನು ಲಾವಣ್ಯ ಯೋಗೀಶ್, ದ್ವಿತೀಯ ಸ್ಥಾನವನ್ನು ಚಂದನಾ ಕೀರ್ತಿ, ತೃತೀಯ ಬಹುಮಾನವನ್ನು ಶ್ವೇತಾ ರವಿಕುಮಾರ್ ಗಳಿಸಿದರು. (14, 661, 244, 758)
indhana-col-1: ತುಮಕೂರು: ಪ್ರಸ್ತುತ ಜಾಗತಿಕ ರಾಜಕೀಯ ಪರಿಸ್ಥಿತಿಗಳಿಂದ ಇಂಧನ ಸರಬರಾಜಿನಲ್ಲಿ ಅಲ್ಪ ಕೊರತೆಯಿದ್ದರೂ ಸಹ ಜಿಲ್ಲೆಯಲ್ಲಿ ಪೆಟ್ರೋಲ್, ಡೀಸೆಲ್ ಮತ್ತು ಎಲ್.ಪಿ.ಜಿ. ಅಡುಗೆ ಅನಿಲ ಸಿಲಿಂಡರ್‌ಗಳ ಪೂರೈಕೆಯಲ್ಲಿ ಯಾವುದೇ ಕೊರತೆ ಇಲ್ಲ. ಸಾರ್ವಜನಿಕರು ಆತಂಕಕ್ಕೆ ಒಳಗಾಗದೆ ಅಗತ್ಯಕ್ಕೆ ತಕ್ಕಷ್ಟು ಮಾತ್ರ ಖರೀದಿಸಬೇಕು ಎಂದು ಆಹಾರ ಇಲಾಖೆ ತಿಳಿಸಿದೆ. (252, 935, 412, 988)
besige-health-subhead: ಆರೋಗ್ಯದ ಮೇಲಾಗುವ ಪರಿಣಾಮಗಳು : (634, 1105, 768, 1116)
